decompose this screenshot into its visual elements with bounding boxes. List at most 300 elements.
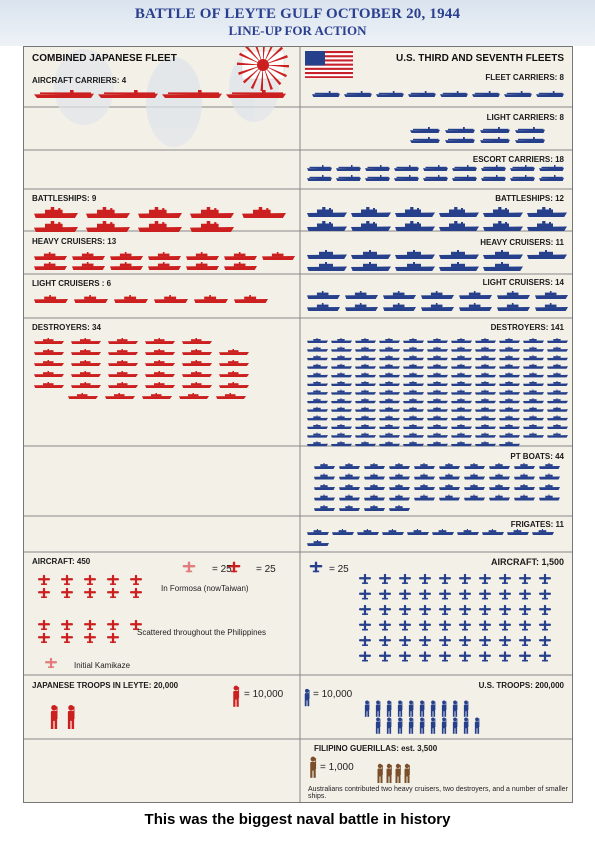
us-destroyer-icon <box>451 338 472 343</box>
jp-heavy-cruiser-icon <box>72 252 105 260</box>
jp-destroyer-icon <box>71 360 101 366</box>
us-troop-icon <box>376 717 381 733</box>
us-destroyer-icon <box>451 433 472 438</box>
jp-aircraft-icon <box>107 575 119 585</box>
us-destroyer-icon <box>307 441 328 446</box>
guerilla-icon <box>378 764 383 783</box>
us-fleet-carriers-label: FLEET CARRIERS: 8 <box>485 73 564 82</box>
us-destroyer-icon <box>499 372 520 377</box>
us-aircraft-icon <box>419 589 431 599</box>
us-light-cruiser-icon <box>535 291 568 299</box>
us-destroyer-icon <box>475 364 496 369</box>
us-troops-label: U.S. TROOPS: 200,000 <box>478 681 564 690</box>
us-destroyer-icon <box>331 338 352 343</box>
us-destroyer-icon <box>475 407 496 412</box>
us-pt-boat-icon <box>389 505 410 511</box>
us-destroyer-icon <box>547 398 568 403</box>
us-aircraft-icon <box>399 636 411 646</box>
us-destroyer-icon <box>523 407 544 412</box>
us-destroyer-icon <box>499 347 520 352</box>
us-pt-boat-icon <box>389 463 410 469</box>
us-frigate-icon <box>407 529 429 535</box>
us-pt-boat-icon <box>364 495 385 501</box>
us-destroyer-icon <box>547 390 568 395</box>
jp-carrier-icon <box>226 90 286 98</box>
us-aircraft-icon <box>499 605 511 615</box>
us-light-carrier-icon <box>410 127 440 133</box>
jp-battleship-icon <box>86 207 130 218</box>
us-heavy-cruiser-icon <box>395 262 435 271</box>
jp-battleships-label: BATTLESHIPS: 9 <box>32 194 97 203</box>
us-escort-carrier-icon <box>394 165 419 171</box>
us-aircraft-key: = 25 <box>329 564 349 575</box>
jp-aircraft-icon <box>84 588 96 598</box>
jp-destroyer-icon <box>216 393 246 399</box>
jp-destroyer-icon <box>108 371 138 377</box>
us-destroyer-icon <box>451 355 472 360</box>
us-light-cruiser-icon <box>459 303 492 311</box>
jp-battleship-icon <box>190 221 234 232</box>
us-aircraft-icon <box>479 574 491 584</box>
jp-aircraft-icon <box>38 633 50 643</box>
jp-heavy-cruiser-icon <box>110 252 143 260</box>
us-troop-icon <box>464 717 469 733</box>
us-destroyer-icon <box>427 381 448 386</box>
us-battleship-icon <box>439 221 479 231</box>
us-battleships-label: BATTLESHIPS: 12 <box>495 194 564 203</box>
us-destroyer-icon <box>475 355 496 360</box>
us-destroyer-icon <box>403 407 424 412</box>
jp-aircraft-icon <box>84 620 96 630</box>
us-aircraft-icon <box>439 589 451 599</box>
us-destroyer-icon <box>499 424 520 429</box>
jp-aircraft-icon <box>61 588 73 598</box>
us-pt-boat-icon <box>364 484 385 490</box>
jp-destroyers-label: DESTROYERS: 34 <box>32 323 101 332</box>
jp-destroyer-icon <box>182 371 212 377</box>
us-pt-boat-icon <box>339 463 360 469</box>
us-destroyer-icon <box>331 433 352 438</box>
us-aircraft-icon <box>499 620 511 630</box>
us-destroyer-icon <box>307 355 328 360</box>
jp-battleship-icon <box>34 207 78 218</box>
us-destroyer-icon <box>451 364 472 369</box>
us-aircraft-icon <box>399 605 411 615</box>
jp-destroyer-icon <box>68 393 98 399</box>
us-light-cruiser-icon <box>307 303 340 311</box>
us-pt-boat-icon <box>464 463 485 469</box>
us-destroyer-icon <box>379 372 400 377</box>
us-fleet-carrier-icon <box>312 91 340 97</box>
us-aircraft-icon <box>499 589 511 599</box>
page-title: BATTLE OF LEYTE GULF OCTOBER 20, 1944 <box>134 6 461 22</box>
us-fleet-carrier-icon <box>536 91 564 97</box>
jp-heavy-cruiser-icon <box>224 252 257 260</box>
us-destroyer-icon <box>379 415 400 420</box>
us-aircraft-icon <box>419 574 431 584</box>
us-destroyer-icon <box>331 390 352 395</box>
footer-caption: This was the biggest naval battle in history <box>144 811 451 828</box>
jp-kamikaze-note: Initial Kamikaze <box>74 661 131 670</box>
us-aircraft-key-icon <box>310 562 323 573</box>
us-frigate-icon <box>482 529 504 535</box>
us-aircraft-icon <box>359 636 371 646</box>
us-troop-icon <box>398 700 403 716</box>
us-heavy-cruiser-icon <box>395 250 435 259</box>
us-destroyer-icon <box>331 424 352 429</box>
us-pt-boat-icon <box>389 474 410 480</box>
us-destroyer-icon <box>355 433 376 438</box>
us-destroyer-icon <box>523 433 544 438</box>
us-light-cruiser-icon <box>497 303 530 311</box>
us-pt-boat-icon <box>514 474 535 480</box>
us-pt-boats-label: PT BOATS: 44 <box>510 452 564 461</box>
us-destroyer-icon <box>427 424 448 429</box>
us-heavy-cruiser-icon <box>351 250 391 259</box>
us-frigate-icon <box>432 529 454 535</box>
us-frigate-icon <box>357 529 379 535</box>
us-troop-icon <box>442 717 447 733</box>
jp-aircraft-key-a: = 25 <box>212 564 232 575</box>
us-troop-icon <box>376 700 381 716</box>
us-destroyer-icon <box>547 381 568 386</box>
us-aircraft-icon <box>459 605 471 615</box>
jp-battleship-icon <box>34 221 78 232</box>
us-heavy-cruiser-icon <box>307 262 347 271</box>
us-destroyer-icon <box>355 398 376 403</box>
us-escort-carriers-label: ESCORT CARRIERS: 18 <box>472 155 564 164</box>
us-aircraft-icon <box>379 574 391 584</box>
us-troop-icon <box>409 717 414 733</box>
us-destroyer-icon <box>475 398 496 403</box>
us-destroyer-icon <box>547 415 568 420</box>
us-destroyer-icon <box>523 347 544 352</box>
us-destroyer-icon <box>355 338 376 343</box>
jp-kamikaze-icon <box>45 658 57 668</box>
us-destroyer-icon <box>427 398 448 403</box>
us-aircraft-icon <box>539 620 551 630</box>
us-aircraft-icon <box>519 620 531 630</box>
jp-destroyer-icon <box>108 338 138 344</box>
us-destroyer-icon <box>403 347 424 352</box>
us-light-carrier-icon <box>515 137 545 143</box>
us-aircraft-icon <box>539 574 551 584</box>
us-destroyer-icon <box>547 433 568 438</box>
us-aircraft-icon <box>379 620 391 630</box>
us-pt-boat-icon <box>439 463 460 469</box>
us-destroyer-icon <box>427 390 448 395</box>
us-troop-icon <box>442 700 447 716</box>
us-destroyer-icon <box>523 390 544 395</box>
us-aircraft-icon <box>359 651 371 661</box>
us-destroyer-icon <box>475 338 496 343</box>
us-destroyer-icon <box>427 433 448 438</box>
us-destroyer-icon <box>403 424 424 429</box>
jp-troops-key: = 10,000 <box>244 689 284 700</box>
us-aircraft-icon <box>359 589 371 599</box>
us-destroyer-icon <box>307 424 328 429</box>
jp-destroyer-icon <box>145 371 175 377</box>
us-frigate-icon <box>507 529 529 535</box>
us-destroyer-icon <box>355 441 376 446</box>
us-troop-icon <box>365 700 370 716</box>
jp-light-cruiser-icon <box>234 295 268 303</box>
us-fleet-carrier-icon <box>440 91 468 97</box>
us-pt-boat-icon <box>539 484 560 490</box>
us-destroyer-icon <box>331 364 352 369</box>
us-light-cruiser-icon <box>535 303 568 311</box>
us-light-carrier-icon <box>445 137 475 143</box>
jp-destroyer-icon <box>34 371 64 377</box>
jp-heavy-cruiser-icon <box>34 262 67 270</box>
us-destroyer-icon <box>451 381 472 386</box>
us-destroyer-icon <box>379 338 400 343</box>
jp-light-cruisers-label: LIGHT CRUISERS : 6 <box>32 279 112 288</box>
jp-battleship-icon <box>242 207 286 218</box>
jp-aircraft-icon <box>61 633 73 643</box>
us-destroyer-icon <box>451 347 472 352</box>
us-battleship-icon <box>351 221 391 231</box>
us-troop-icon <box>420 700 425 716</box>
us-destroyer-icon <box>379 381 400 386</box>
us-heavy-cruisers-label: HEAVY CRUISERS: 11 <box>480 238 564 247</box>
us-heavy-cruiser-icon <box>439 250 479 259</box>
us-frigate-icon <box>307 529 329 535</box>
us-destroyer-icon <box>379 407 400 412</box>
us-light-cruiser-icon <box>421 291 454 299</box>
us-destroyer-icon <box>355 372 376 377</box>
jp-heavy-cruiser-icon <box>34 252 67 260</box>
jp-destroyer-icon <box>34 349 64 355</box>
us-fleet-carrier-icon <box>376 91 404 97</box>
us-light-carrier-icon <box>515 127 545 133</box>
us-destroyer-icon <box>523 338 544 343</box>
us-destroyer-icon <box>403 364 424 369</box>
jp-destroyer-icon <box>145 382 175 388</box>
us-aircraft-icon <box>539 636 551 646</box>
us-pt-boat-icon <box>314 505 335 511</box>
jp-troop-icon <box>68 705 75 729</box>
us-destroyer-icon <box>499 441 520 446</box>
us-pt-boat-icon <box>414 474 435 480</box>
us-troop-icon <box>409 700 414 716</box>
us-light-cruiser-icon <box>307 291 340 299</box>
us-light-cruiser-icon <box>383 291 416 299</box>
us-battleship-icon <box>483 207 523 217</box>
us-destroyer-icon <box>427 372 448 377</box>
us-destroyers-label: DESTROYERS: 141 <box>490 323 564 332</box>
jp-aircraft-icon <box>84 575 96 585</box>
us-destroyer-icon <box>547 407 568 412</box>
jp-carrier-icon <box>98 90 158 98</box>
us-aircraft-icon <box>439 651 451 661</box>
us-destroyer-icon <box>475 372 496 377</box>
us-pt-boat-icon <box>439 495 460 501</box>
us-heavy-cruiser-icon <box>483 250 523 259</box>
us-heavy-cruiser-icon <box>307 250 347 259</box>
us-destroyer-icon <box>499 415 520 420</box>
us-destroyer-icon <box>355 424 376 429</box>
us-destroyer-icon <box>307 372 328 377</box>
us-escort-carrier-icon <box>336 165 361 171</box>
us-destroyer-icon <box>547 424 568 429</box>
japan-heading: COMBINED JAPANESE FLEET <box>32 53 177 64</box>
us-fleet-carrier-icon <box>504 91 532 97</box>
us-troops-key-icon <box>305 689 310 706</box>
us-pt-boat-icon <box>439 474 460 480</box>
us-destroyer-icon <box>355 390 376 395</box>
us-pt-boat-icon <box>389 484 410 490</box>
us-pt-boat-icon <box>464 484 485 490</box>
jp-light-cruiser-icon <box>34 295 68 303</box>
jp-aircraft-icon <box>107 588 119 598</box>
jp-aircraft-key-icon <box>183 562 196 573</box>
us-destroyer-icon <box>499 364 520 369</box>
us-aircraft-icon <box>459 589 471 599</box>
us-light-cruisers-label: LIGHT CRUISERS: 14 <box>482 278 564 287</box>
jp-destroyer-icon <box>142 393 172 399</box>
us-destroyer-icon <box>307 398 328 403</box>
us-pt-boat-icon <box>514 463 535 469</box>
jp-destroyer-icon <box>34 382 64 388</box>
us-destroyer-icon <box>307 433 328 438</box>
us-heavy-cruiser-icon <box>483 262 523 271</box>
us-aircraft-icon <box>539 589 551 599</box>
us-aircraft-icon <box>479 636 491 646</box>
us-pt-boat-icon <box>464 474 485 480</box>
jp-battleship-icon <box>190 207 234 218</box>
jp-aircraft-icon <box>107 620 119 630</box>
us-destroyer-icon <box>475 347 496 352</box>
us-escort-carrier-icon <box>365 175 390 181</box>
us-destroyer-icon <box>451 415 472 420</box>
us-frigates-label: FRIGATES: 11 <box>510 520 564 529</box>
us-escort-carrier-icon <box>510 165 535 171</box>
us-destroyer-icon <box>523 372 544 377</box>
us-fleet-carrier-icon <box>408 91 436 97</box>
jp-aircraft-label: AIRCRAFT: 450 <box>32 557 91 566</box>
us-pt-boat-icon <box>314 484 335 490</box>
us-aircraft-icon <box>439 574 451 584</box>
us-destroyer-icon <box>523 424 544 429</box>
jp-destroyer-icon <box>219 360 249 366</box>
jp-aircraft-icon <box>84 633 96 643</box>
us-destroyer-icon <box>379 424 400 429</box>
us-pt-boat-icon <box>414 484 435 490</box>
us-escort-carrier-icon <box>481 175 506 181</box>
jp-aircraft-icon <box>130 588 142 598</box>
us-aircraft-icon <box>419 605 431 615</box>
us-heavy-cruiser-icon <box>439 262 479 271</box>
us-destroyer-icon <box>499 381 520 386</box>
us-destroyer-icon <box>475 424 496 429</box>
us-escort-carrier-icon <box>452 165 477 171</box>
us-destroyer-icon <box>499 433 520 438</box>
us-troop-icon <box>453 717 458 733</box>
us-escort-carrier-icon <box>510 175 535 181</box>
us-escort-carrier-icon <box>365 165 390 171</box>
us-aircraft-icon <box>479 651 491 661</box>
us-aircraft-icon <box>459 574 471 584</box>
us-destroyer-icon <box>427 338 448 343</box>
us-destroyer-icon <box>331 372 352 377</box>
us-escort-carrier-icon <box>481 165 506 171</box>
us-pt-boat-icon <box>514 495 535 501</box>
australians-note: Australians contributed two heavy cruisers, two destroyers, and a number of smaller ships. <box>308 786 568 800</box>
jp-heavy-cruiser-icon <box>148 252 181 260</box>
us-pt-boat-icon <box>314 474 335 480</box>
us-destroyer-icon <box>331 407 352 412</box>
us-pt-boat-icon <box>414 463 435 469</box>
us-destroyer-icon <box>451 372 472 377</box>
us-aircraft-icon <box>419 636 431 646</box>
us-frigate-icon <box>382 529 404 535</box>
jp-destroyer-icon <box>145 349 175 355</box>
jp-destroyer-icon <box>108 349 138 355</box>
jp-heavy-cruiser-icon <box>186 262 219 270</box>
us-destroyer-icon <box>403 372 424 377</box>
us-destroyer-icon <box>475 381 496 386</box>
us-light-cruiser-icon <box>345 291 378 299</box>
us-battleship-icon <box>527 221 567 231</box>
us-frigate-icon <box>332 529 354 535</box>
us-aircraft-icon <box>499 574 511 584</box>
us-aircraft-icon <box>519 605 531 615</box>
page-subtitle: LINE-UP FOR ACTION <box>228 23 367 38</box>
us-troop-icon <box>431 717 436 733</box>
jp-destroyer-icon <box>108 382 138 388</box>
jp-destroyer-icon <box>182 338 212 344</box>
us-destroyer-icon <box>403 355 424 360</box>
us-destroyer-icon <box>331 355 352 360</box>
us-aircraft-icon <box>399 620 411 630</box>
us-destroyer-icon <box>475 415 496 420</box>
us-destroyer-icon <box>403 338 424 343</box>
us-escort-carrier-icon <box>336 175 361 181</box>
us-pt-boat-icon <box>339 484 360 490</box>
jp-destroyer-icon <box>145 338 175 344</box>
us-aircraft-icon <box>379 651 391 661</box>
jp-destroyer-icon <box>71 338 101 344</box>
us-battleship-icon <box>395 207 435 217</box>
jp-heavy-cruiser-icon <box>72 262 105 270</box>
us-destroyer-icon <box>403 381 424 386</box>
us-destroyer-icon <box>547 372 568 377</box>
us-light-cruiser-icon <box>459 291 492 299</box>
us-battleship-icon <box>483 221 523 231</box>
us-aircraft-icon <box>519 574 531 584</box>
us-destroyer-icon <box>427 441 448 446</box>
us-troop-icon <box>453 700 458 716</box>
us-aircraft-icon <box>379 589 391 599</box>
us-destroyer-icon <box>331 415 352 420</box>
us-escort-carrier-icon <box>423 175 448 181</box>
us-aircraft-icon <box>459 620 471 630</box>
jp-troop-icon <box>51 705 58 729</box>
us-destroyer-icon <box>451 398 472 403</box>
jp-light-cruiser-icon <box>74 295 108 303</box>
us-aircraft-icon <box>539 651 551 661</box>
us-destroyer-icon <box>523 398 544 403</box>
jp-destroyer-icon <box>145 360 175 366</box>
us-destroyer-icon <box>499 390 520 395</box>
us-destroyer-icon <box>355 407 376 412</box>
us-destroyer-icon <box>379 390 400 395</box>
us-aircraft-icon <box>399 574 411 584</box>
jp-heavy-cruisers-label: HEAVY CRUISERS: 13 <box>32 237 117 246</box>
us-destroyer-icon <box>523 355 544 360</box>
us-destroyer-icon <box>403 415 424 420</box>
